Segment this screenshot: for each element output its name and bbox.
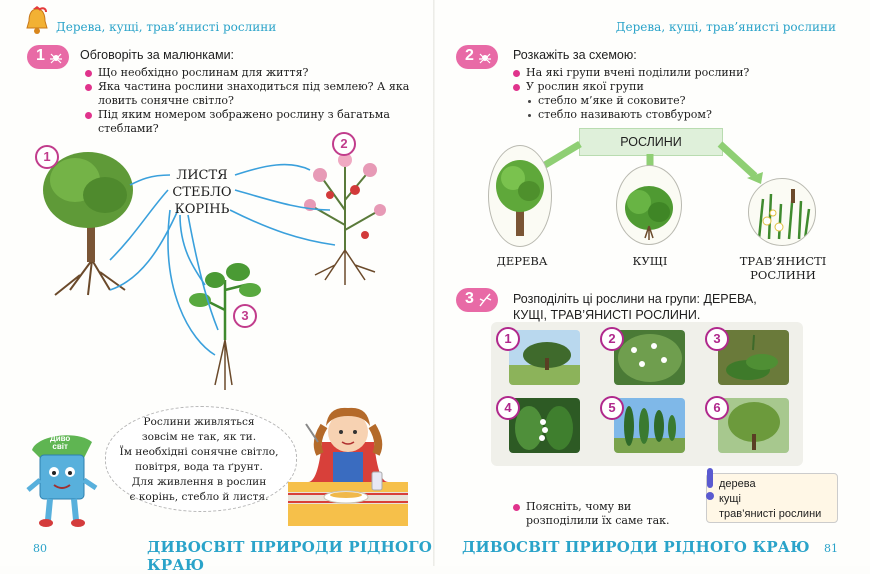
answer-note	[706, 473, 838, 523]
footer-title-right: ДИВОСВІТ ПРИРОДИ РІДНОГО КРАЮ	[462, 538, 810, 556]
header-title: Дерева, кущі, трав’янисті рослини	[615, 20, 836, 34]
photo-2	[614, 330, 685, 385]
bush-oval	[616, 165, 682, 245]
bush-icon	[617, 166, 681, 244]
note-line: кущі	[719, 493, 741, 505]
task-badge-2	[456, 45, 498, 69]
task1-questions	[82, 66, 412, 136]
question-item: Під яким номером зображено рослину з багатьма стеблами?	[82, 108, 412, 136]
exclamation-icon	[705, 468, 715, 502]
task3-title	[513, 291, 757, 323]
tree-illustration	[43, 152, 133, 295]
task-number: 1	[36, 47, 45, 64]
branch-icon	[477, 292, 493, 308]
task-badge-3	[456, 288, 498, 312]
speech-bubble-text	[114, 415, 284, 505]
question-item	[510, 500, 690, 528]
photo-number-6: 6	[705, 396, 729, 420]
question-item: Яка частина рослини знаходиться під землею? А яка ловить сонячне світло?	[82, 80, 412, 108]
group-label-trees: ДЕРЕВА	[496, 254, 548, 268]
task3-title-line: КУЩІ, ТРАВ’ЯНИСТІ РОСЛИНИ.	[513, 308, 701, 322]
photo-number-5: 5	[600, 396, 624, 420]
grass-oval	[748, 178, 816, 246]
header-title: Дерева, кущі, трав’янисті рослини	[56, 20, 277, 34]
part-leaves: ЛИСТЯ	[176, 168, 228, 183]
photo-5	[614, 398, 685, 453]
task1-title: Обговоріть за малюнками:	[80, 48, 235, 62]
photo-number-4: 4	[496, 396, 520, 420]
bubble-line: Їм необхідні сонячне світло,	[119, 446, 279, 458]
plant-number-3: 3	[233, 304, 257, 328]
bell-icon	[24, 6, 50, 38]
tree-oval	[488, 145, 552, 247]
page-number-right: 81	[824, 542, 838, 555]
task-number: 2	[465, 47, 474, 64]
plant-number-2: 2	[332, 132, 356, 156]
explain-line: Поясніть, чому ви	[526, 500, 632, 513]
photo-number-1: 1	[496, 327, 520, 351]
task-badge-1	[27, 45, 69, 69]
bubble-line: Рослини живляться	[143, 416, 255, 428]
question-item: На які групи вчені поділили рослини?	[510, 66, 840, 80]
question-item: Що необхідно рослинам для життя?	[82, 66, 412, 80]
group-label-bushes: КУЩІ	[632, 254, 668, 268]
bubble-line: є корінь, стебло й листя.	[129, 491, 269, 503]
note-line: дерева	[719, 478, 756, 490]
question-subitem: стебло м’яке й соковите?	[510, 94, 840, 108]
bubble-line: Для живлення в рослин	[131, 476, 267, 488]
page-number: 80	[33, 542, 47, 555]
task3-title-line: Розподіліть ці рослини на групи: ДЕРЕВА,	[513, 292, 757, 306]
spider-icon	[48, 49, 64, 65]
explain-line: розподілили їх саме так.	[526, 514, 670, 527]
footer-title: ДИВОСВІТ ПРИРОДИ РІДНОГО КРАЮ	[147, 538, 433, 574]
mascot-cap-line: світ	[52, 442, 68, 451]
plant-number-1: 1	[35, 145, 59, 169]
bush-illustration	[304, 153, 386, 285]
part-root: КОРІНЬ	[174, 202, 230, 217]
question-subitem: стебло називають стовбуром?	[510, 108, 840, 122]
photo-number-3: 3	[705, 327, 729, 351]
task2-title: Розкажіть за схемою:	[513, 48, 637, 62]
tree-icon	[489, 146, 551, 246]
task2-questions	[510, 66, 840, 122]
scheme-root-box: РОСЛИНИ	[579, 128, 723, 156]
bubble-line: повітря, вода та ґрунт.	[135, 461, 263, 473]
girl-eating-illustration	[288, 402, 408, 526]
bubble-line: зовсім не так, як ти.	[141, 431, 257, 443]
group-label-line: ТРАВ’ЯНИСТІ	[739, 254, 827, 268]
group-label-herbs	[728, 254, 838, 282]
photo-number-2: 2	[600, 327, 624, 351]
task-number: 3	[465, 290, 474, 307]
question-item: У рослин якої групи	[510, 80, 840, 94]
spider-icon	[477, 49, 493, 65]
plant-parts-labels	[172, 167, 232, 218]
mascot-cap-text	[50, 435, 70, 451]
mascot-cap-line: Диво	[50, 434, 71, 443]
part-stem: СТЕБЛО	[172, 185, 232, 200]
group-label-line: РОСЛИНИ	[750, 268, 816, 282]
note-line: трав’янисті рослини	[719, 508, 822, 520]
grass-icon	[749, 179, 815, 245]
explain-question	[510, 500, 690, 528]
